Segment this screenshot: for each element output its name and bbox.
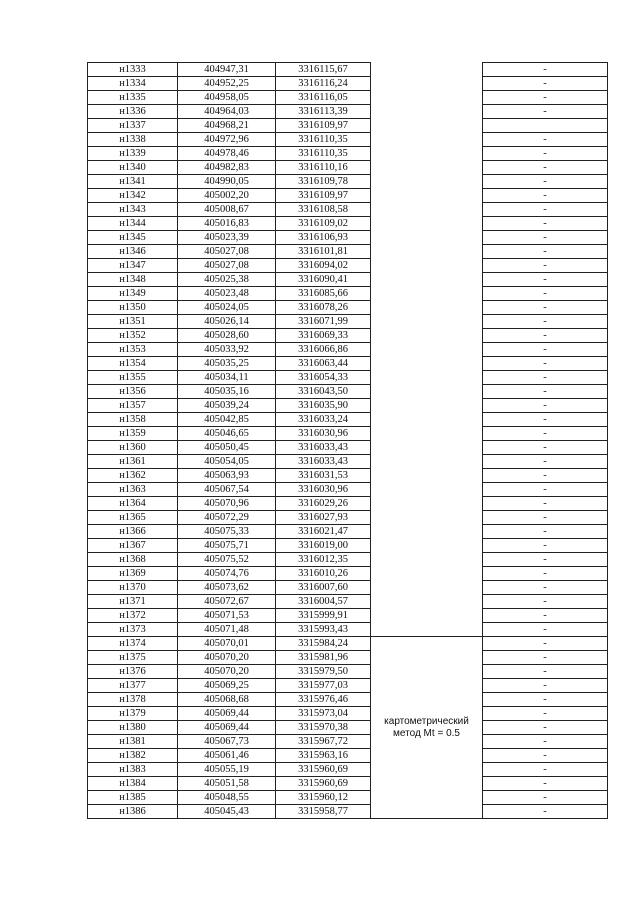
table-row (88, 189, 608, 203)
table-row (88, 287, 608, 301)
y-coordinate-cell: 3316004,57 (276, 595, 371, 609)
accuracy-cell: - (483, 189, 608, 203)
accuracy-cell: - (483, 329, 608, 343)
y-coordinate-cell: 3316110,35 (276, 133, 371, 147)
y-coordinate-cell: 3315970,38 (276, 721, 371, 735)
y-coordinate-cell: 3315984,24 (276, 637, 371, 651)
accuracy-cell: - (483, 301, 608, 315)
table-row (88, 385, 608, 399)
accuracy-cell: - (483, 245, 608, 259)
y-coordinate-cell: 3316010,26 (276, 567, 371, 581)
accuracy-cell: - (483, 63, 608, 77)
point-name-cell: н1386 (88, 805, 178, 819)
y-coordinate-cell: 3315960,69 (276, 763, 371, 777)
table-row (88, 749, 608, 763)
table-row (88, 399, 608, 413)
point-name-cell: н1371 (88, 595, 178, 609)
y-coordinate-cell: 3315979,50 (276, 665, 371, 679)
table-row (88, 469, 608, 483)
table-row (88, 105, 608, 119)
table-row (88, 161, 608, 175)
method-cell-empty (371, 63, 483, 637)
y-coordinate-cell: 3316071,99 (276, 315, 371, 329)
x-coordinate-cell: 405070,96 (178, 497, 276, 511)
point-name-cell: н1368 (88, 553, 178, 567)
coordinates-table-body (88, 63, 608, 819)
y-coordinate-cell: 3315958,77 (276, 805, 371, 819)
x-coordinate-cell: 405048,55 (178, 791, 276, 805)
y-coordinate-cell: 3316033,43 (276, 455, 371, 469)
x-coordinate-cell: 405075,33 (178, 525, 276, 539)
y-coordinate-cell: 3316109,78 (276, 175, 371, 189)
accuracy-cell: - (483, 735, 608, 749)
y-coordinate-cell: 3316078,26 (276, 301, 371, 315)
y-coordinate-cell: 3316027,93 (276, 511, 371, 525)
point-name-cell: н1381 (88, 735, 178, 749)
table-row (88, 525, 608, 539)
x-coordinate-cell: 405033,92 (178, 343, 276, 357)
point-name-cell: н1346 (88, 245, 178, 259)
x-coordinate-cell: 404982,83 (178, 161, 276, 175)
point-name-cell: н1341 (88, 175, 178, 189)
accuracy-cell: - (483, 343, 608, 357)
x-coordinate-cell: 405072,29 (178, 511, 276, 525)
accuracy-cell: - (483, 651, 608, 665)
table-row (88, 539, 608, 553)
point-name-cell: н1340 (88, 161, 178, 175)
table-row (88, 301, 608, 315)
y-coordinate-cell: 3316043,50 (276, 385, 371, 399)
y-coordinate-cell: 3316021,47 (276, 525, 371, 539)
accuracy-cell: - (483, 609, 608, 623)
y-coordinate-cell: 3316094,02 (276, 259, 371, 273)
accuracy-cell: - (483, 441, 608, 455)
table-row (88, 203, 608, 217)
table-row (88, 441, 608, 455)
x-coordinate-cell: 405046,65 (178, 427, 276, 441)
accuracy-cell: - (483, 399, 608, 413)
y-coordinate-cell: 3316033,24 (276, 413, 371, 427)
x-coordinate-cell: 405067,54 (178, 483, 276, 497)
table-row (88, 497, 608, 511)
x-coordinate-cell: 405071,48 (178, 623, 276, 637)
accuracy-cell: - (483, 679, 608, 693)
y-coordinate-cell: 3316029,26 (276, 497, 371, 511)
point-name-cell: н1364 (88, 497, 178, 511)
point-name-cell: н1338 (88, 133, 178, 147)
x-coordinate-cell: 405008,67 (178, 203, 276, 217)
point-name-cell: н1343 (88, 203, 178, 217)
y-coordinate-cell: 3315960,12 (276, 791, 371, 805)
y-coordinate-cell: 3315981,96 (276, 651, 371, 665)
x-coordinate-cell: 405070,20 (178, 665, 276, 679)
x-coordinate-cell: 404947,31 (178, 63, 276, 77)
x-coordinate-cell: 404972,96 (178, 133, 276, 147)
y-coordinate-cell: 3316030,96 (276, 483, 371, 497)
point-name-cell: н1345 (88, 231, 178, 245)
x-coordinate-cell: 405069,25 (178, 679, 276, 693)
point-name-cell: н1358 (88, 413, 178, 427)
method-line-1: картометрический (384, 715, 469, 727)
table-row (88, 245, 608, 259)
table-row (88, 511, 608, 525)
point-name-cell: н1366 (88, 525, 178, 539)
x-coordinate-cell: 405069,44 (178, 721, 276, 735)
accuracy-cell: - (483, 315, 608, 329)
accuracy-cell: - (483, 721, 608, 735)
accuracy-cell: - (483, 385, 608, 399)
table-row (88, 679, 608, 693)
x-coordinate-cell: 405016,83 (178, 217, 276, 231)
y-coordinate-cell: 3316085,66 (276, 287, 371, 301)
x-coordinate-cell: 405061,46 (178, 749, 276, 763)
accuracy-cell: - (483, 511, 608, 525)
table-row (88, 735, 608, 749)
accuracy-cell: - (483, 553, 608, 567)
point-name-cell: н1363 (88, 483, 178, 497)
table-row (88, 343, 608, 357)
table-row (88, 791, 608, 805)
table-row (88, 147, 608, 161)
y-coordinate-cell: 3316069,33 (276, 329, 371, 343)
table-row (88, 259, 608, 273)
y-coordinate-cell: 3316030,96 (276, 427, 371, 441)
point-name-cell: н1333 (88, 63, 178, 77)
point-name-cell: н1384 (88, 777, 178, 791)
point-name-cell: н1369 (88, 567, 178, 581)
y-coordinate-cell: 3315993,43 (276, 623, 371, 637)
point-name-cell: н1350 (88, 301, 178, 315)
x-coordinate-cell: 405050,45 (178, 441, 276, 455)
x-coordinate-cell: 405027,08 (178, 259, 276, 273)
x-coordinate-cell: 404990,05 (178, 175, 276, 189)
point-name-cell: н1336 (88, 105, 178, 119)
x-coordinate-cell: 404978,46 (178, 147, 276, 161)
point-name-cell: н1374 (88, 637, 178, 651)
y-coordinate-cell: 3316007,60 (276, 581, 371, 595)
accuracy-cell: - (483, 105, 608, 119)
point-name-cell: н1359 (88, 427, 178, 441)
table-row (88, 665, 608, 679)
x-coordinate-cell: 405028,60 (178, 329, 276, 343)
y-coordinate-cell: 3316115,67 (276, 63, 371, 77)
y-coordinate-cell: 3315999,91 (276, 609, 371, 623)
y-coordinate-cell: 3316116,05 (276, 91, 371, 105)
accuracy-cell: - (483, 595, 608, 609)
x-coordinate-cell: 405074,76 (178, 567, 276, 581)
accuracy-cell: - (483, 77, 608, 91)
point-name-cell: н1334 (88, 77, 178, 91)
point-name-cell: н1335 (88, 91, 178, 105)
table-row (88, 77, 608, 91)
accuracy-cell: - (483, 231, 608, 245)
accuracy-cell: - (483, 259, 608, 273)
point-name-cell: н1351 (88, 315, 178, 329)
accuracy-cell: - (483, 217, 608, 231)
point-name-cell: н1361 (88, 455, 178, 469)
table-row (88, 91, 608, 105)
table-row (88, 217, 608, 231)
accuracy-cell: - (483, 287, 608, 301)
x-coordinate-cell: 405072,67 (178, 595, 276, 609)
y-coordinate-cell: 3315977,03 (276, 679, 371, 693)
x-coordinate-cell: 405035,16 (178, 385, 276, 399)
table-row (88, 455, 608, 469)
point-name-cell: н1348 (88, 273, 178, 287)
point-name-cell: н1342 (88, 189, 178, 203)
y-coordinate-cell: 3316031,53 (276, 469, 371, 483)
point-name-cell: н1365 (88, 511, 178, 525)
y-coordinate-cell: 3316066,86 (276, 343, 371, 357)
x-coordinate-cell: 405051,58 (178, 777, 276, 791)
point-name-cell: н1372 (88, 609, 178, 623)
x-coordinate-cell: 405068,68 (178, 693, 276, 707)
accuracy-cell: - (483, 203, 608, 217)
point-name-cell: н1378 (88, 693, 178, 707)
x-coordinate-cell: 405042,85 (178, 413, 276, 427)
accuracy-cell: - (483, 707, 608, 721)
point-name-cell: н1344 (88, 217, 178, 231)
table-row (88, 483, 608, 497)
table-row (88, 329, 608, 343)
y-coordinate-cell: 3316113,39 (276, 105, 371, 119)
y-coordinate-cell: 3316109,02 (276, 217, 371, 231)
accuracy-cell: - (483, 161, 608, 175)
y-coordinate-cell: 3316063,44 (276, 357, 371, 371)
x-coordinate-cell: 405023,39 (178, 231, 276, 245)
y-coordinate-cell: 3316109,97 (276, 189, 371, 203)
accuracy-cell: - (483, 469, 608, 483)
x-coordinate-cell: 405002,20 (178, 189, 276, 203)
y-coordinate-cell: 3316110,35 (276, 147, 371, 161)
y-coordinate-cell: 3316035,90 (276, 399, 371, 413)
y-coordinate-cell: 3316054,33 (276, 371, 371, 385)
table-row (88, 777, 608, 791)
accuracy-cell: - (483, 805, 608, 819)
y-coordinate-cell: 3316090,41 (276, 273, 371, 287)
y-coordinate-cell: 3315976,46 (276, 693, 371, 707)
point-name-cell: н1383 (88, 763, 178, 777)
accuracy-cell: - (483, 497, 608, 511)
x-coordinate-cell: 405075,71 (178, 539, 276, 553)
table-row (88, 553, 608, 567)
point-name-cell: н1379 (88, 707, 178, 721)
y-coordinate-cell: 3316019,00 (276, 539, 371, 553)
accuracy-cell: - (483, 749, 608, 763)
accuracy-cell: - (483, 525, 608, 539)
accuracy-cell: - (483, 539, 608, 553)
table-row (88, 273, 608, 287)
table-row (88, 763, 608, 777)
x-coordinate-cell: 404968,21 (178, 119, 276, 133)
method-line-2: метод Mt = 0.5 (393, 727, 460, 739)
x-coordinate-cell: 405067,73 (178, 735, 276, 749)
x-coordinate-cell: 404958,05 (178, 91, 276, 105)
accuracy-cell: - (483, 273, 608, 287)
y-coordinate-cell: 3316033,43 (276, 441, 371, 455)
point-name-cell: н1375 (88, 651, 178, 665)
x-coordinate-cell: 405069,44 (178, 707, 276, 721)
point-name-cell: н1360 (88, 441, 178, 455)
x-coordinate-cell: 405075,52 (178, 553, 276, 567)
x-coordinate-cell: 405023,48 (178, 287, 276, 301)
x-coordinate-cell: 405045,43 (178, 805, 276, 819)
table-row (88, 427, 608, 441)
point-name-cell: н1355 (88, 371, 178, 385)
y-coordinate-cell: 3315973,04 (276, 707, 371, 721)
point-name-cell: н1356 (88, 385, 178, 399)
y-coordinate-cell: 3315960,69 (276, 777, 371, 791)
method-cell (371, 637, 483, 819)
y-coordinate-cell: 3316110,16 (276, 161, 371, 175)
point-name-cell: н1380 (88, 721, 178, 735)
table-row (88, 637, 608, 651)
accuracy-cell (483, 119, 608, 133)
y-coordinate-cell: 3316101,81 (276, 245, 371, 259)
x-coordinate-cell: 405027,08 (178, 245, 276, 259)
accuracy-cell: - (483, 147, 608, 161)
table-row (88, 413, 608, 427)
coordinates-table (87, 62, 608, 819)
accuracy-cell: - (483, 175, 608, 189)
accuracy-cell: - (483, 357, 608, 371)
x-coordinate-cell: 405039,24 (178, 399, 276, 413)
table-row (88, 693, 608, 707)
accuracy-cell: - (483, 133, 608, 147)
accuracy-cell: - (483, 693, 608, 707)
x-coordinate-cell: 404964,03 (178, 105, 276, 119)
table-row (88, 175, 608, 189)
accuracy-cell: - (483, 483, 608, 497)
point-name-cell: н1349 (88, 287, 178, 301)
point-name-cell: н1377 (88, 679, 178, 693)
accuracy-cell: - (483, 777, 608, 791)
table-row (88, 623, 608, 637)
table-row (88, 567, 608, 581)
table-row (88, 119, 608, 133)
accuracy-cell: - (483, 455, 608, 469)
x-coordinate-cell: 405054,05 (178, 455, 276, 469)
x-coordinate-cell: 405073,62 (178, 581, 276, 595)
accuracy-cell: - (483, 791, 608, 805)
point-name-cell: н1339 (88, 147, 178, 161)
x-coordinate-cell: 405070,20 (178, 651, 276, 665)
table-row (88, 651, 608, 665)
y-coordinate-cell: 3315963,16 (276, 749, 371, 763)
table-row (88, 707, 608, 721)
x-coordinate-cell: 405055,19 (178, 763, 276, 777)
accuracy-cell: - (483, 623, 608, 637)
table-row (88, 805, 608, 819)
y-coordinate-cell: 3316116,24 (276, 77, 371, 91)
point-name-cell: н1337 (88, 119, 178, 133)
x-coordinate-cell: 405026,14 (178, 315, 276, 329)
point-name-cell: н1376 (88, 665, 178, 679)
point-name-cell: н1352 (88, 329, 178, 343)
x-coordinate-cell: 405024,05 (178, 301, 276, 315)
y-coordinate-cell: 3316106,93 (276, 231, 371, 245)
accuracy-cell: - (483, 413, 608, 427)
point-name-cell: н1367 (88, 539, 178, 553)
accuracy-cell: - (483, 665, 608, 679)
x-coordinate-cell: 405063,93 (178, 469, 276, 483)
table-row (88, 315, 608, 329)
x-coordinate-cell: 405034,11 (178, 371, 276, 385)
point-name-cell: н1385 (88, 791, 178, 805)
point-name-cell: н1353 (88, 343, 178, 357)
table-row (88, 595, 608, 609)
x-coordinate-cell: 405070,01 (178, 637, 276, 651)
accuracy-cell: - (483, 427, 608, 441)
table-row (88, 609, 608, 623)
y-coordinate-cell: 3315967,72 (276, 735, 371, 749)
point-name-cell: н1382 (88, 749, 178, 763)
point-name-cell: н1370 (88, 581, 178, 595)
table-row (88, 581, 608, 595)
accuracy-cell: - (483, 637, 608, 651)
accuracy-cell: - (483, 581, 608, 595)
y-coordinate-cell: 3316109,97 (276, 119, 371, 133)
table-row (88, 63, 608, 77)
point-name-cell: н1354 (88, 357, 178, 371)
point-name-cell: н1347 (88, 259, 178, 273)
x-coordinate-cell: 405035,25 (178, 357, 276, 371)
accuracy-cell: - (483, 91, 608, 105)
point-name-cell: н1373 (88, 623, 178, 637)
y-coordinate-cell: 3316108,58 (276, 203, 371, 217)
point-name-cell: н1362 (88, 469, 178, 483)
accuracy-cell: - (483, 371, 608, 385)
accuracy-cell: - (483, 763, 608, 777)
table-row (88, 231, 608, 245)
x-coordinate-cell: 405025,38 (178, 273, 276, 287)
table-row (88, 133, 608, 147)
table-row (88, 371, 608, 385)
table-row (88, 357, 608, 371)
point-name-cell: н1357 (88, 399, 178, 413)
accuracy-cell: - (483, 567, 608, 581)
x-coordinate-cell: 404952,25 (178, 77, 276, 91)
x-coordinate-cell: 405071,53 (178, 609, 276, 623)
table-row (88, 721, 608, 735)
y-coordinate-cell: 3316012,35 (276, 553, 371, 567)
